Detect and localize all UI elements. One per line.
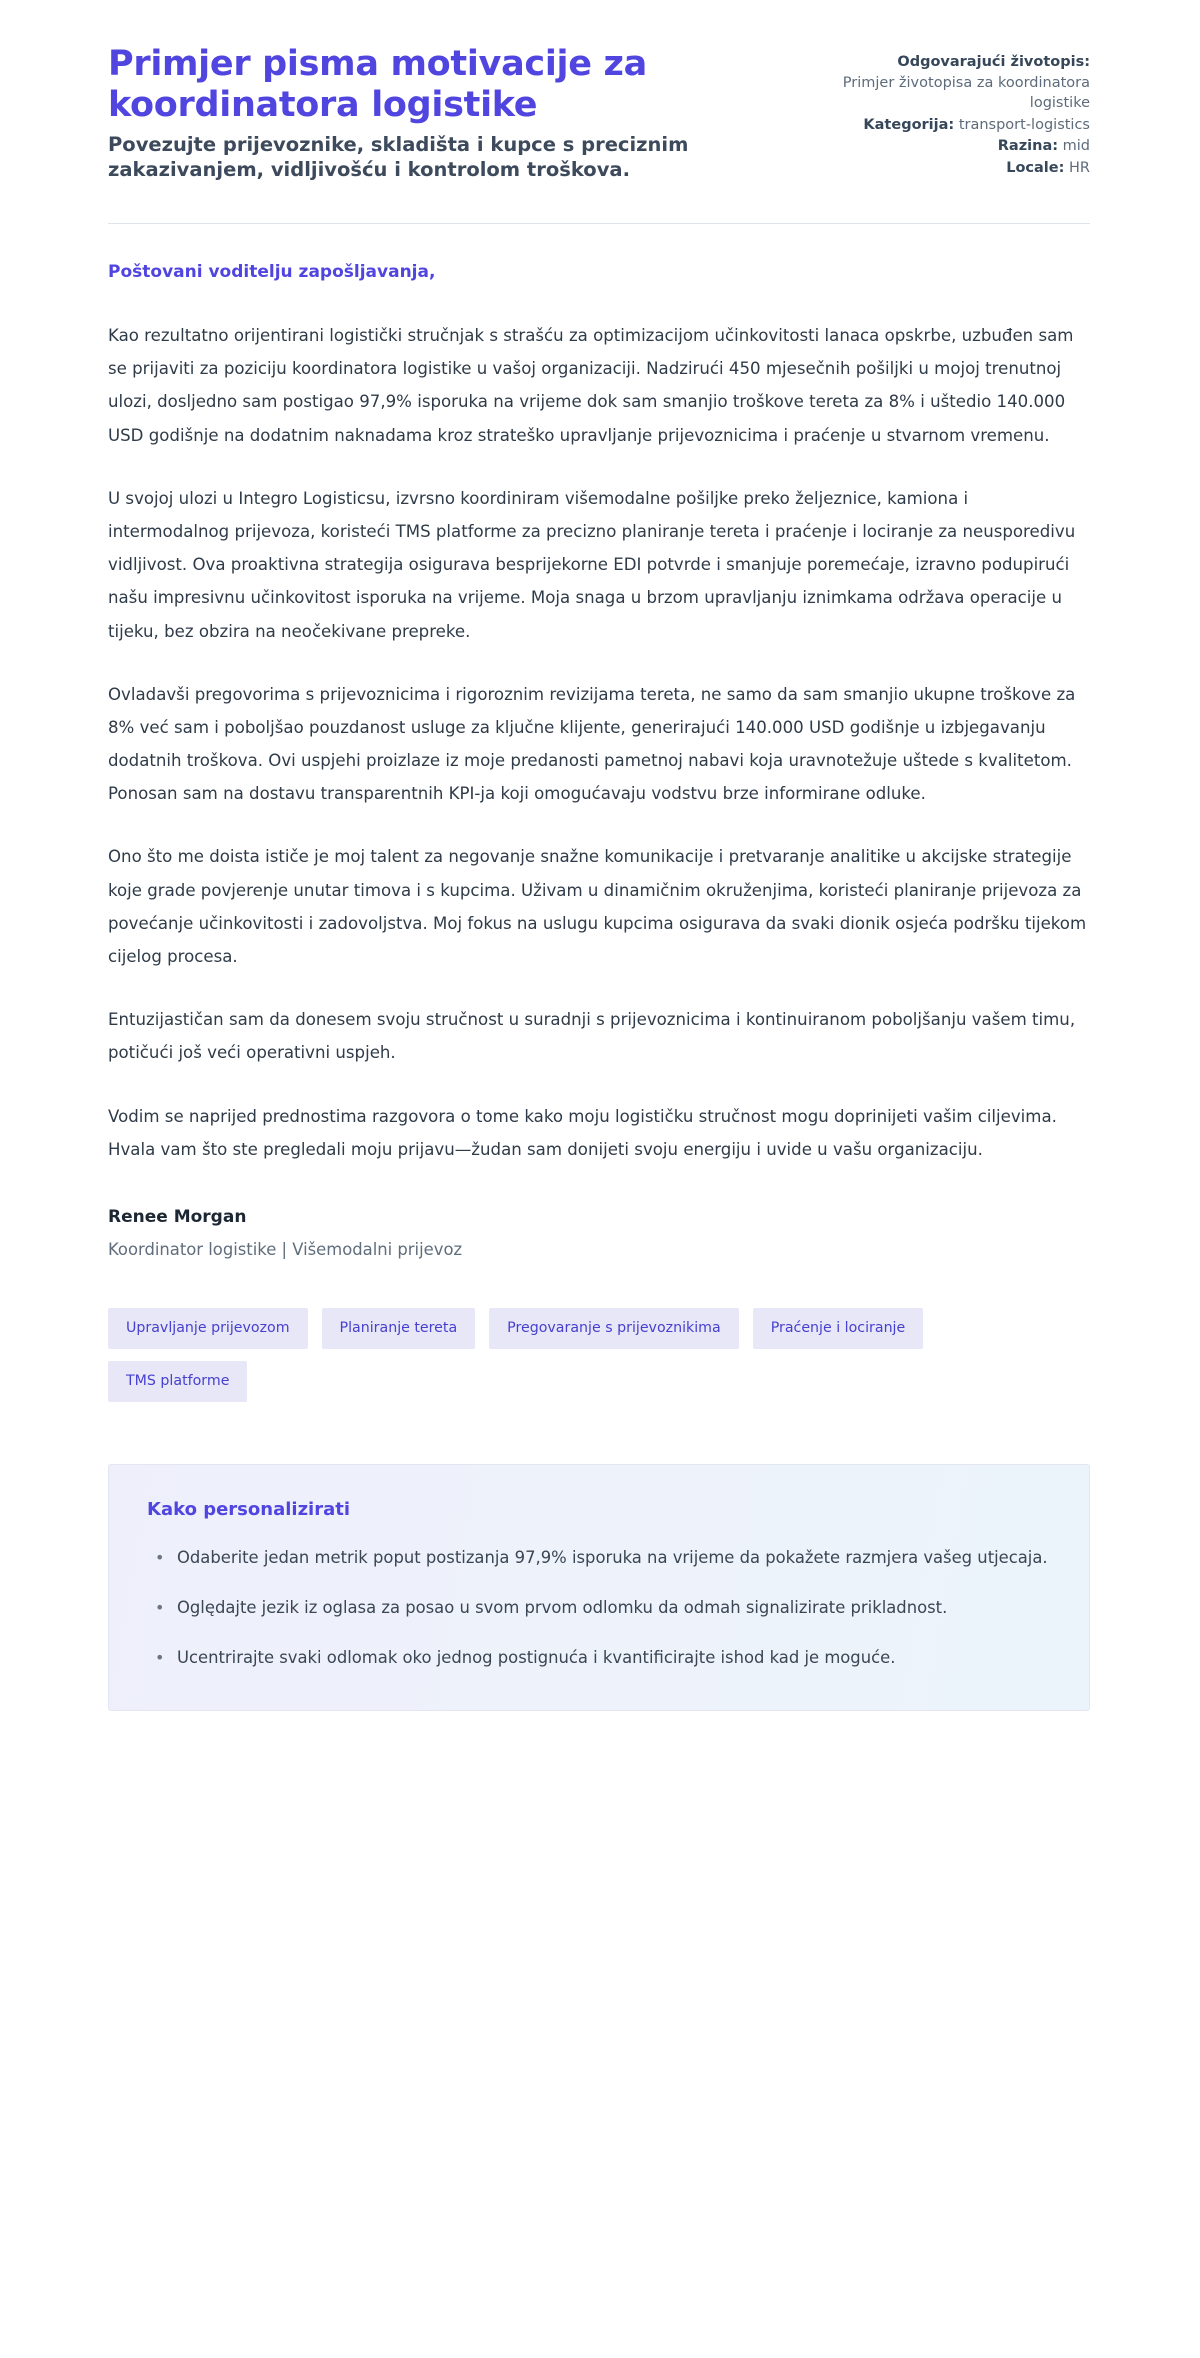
page-header <box>108 44 1090 183</box>
skill-chip[interactable]: Planiranje tereta <box>322 1308 476 1349</box>
skill-chip[interactable]: Praćenje i lociranje <box>753 1308 924 1349</box>
page-title: Primjer pisma motivacije za koordinatora logistike <box>108 44 647 126</box>
letter-paragraph: U svojoj ulozi u Integro Logisticsu, izvrsno koordiniram višemodalne pošiljke preko željeznice, kamiona i intermodalnog prijevoza, koristeći TMS platforme za precizno planiranje tereta i praćenje i lociranje za neusporedivu vidljivost. Ova proaktivna strategija osigurava besprijekorne EDI potvrde i smanjuje poremećaje, izravno podupirući našu impresivnu učinkovitost isporuka na vrijeme. Moja snaga u brzom upravljanju iznimkama održava operacije u tijeku, bez obzira na neočekivane prepreke. <box>108 488 1076 641</box>
metadata-level <box>790 136 1090 157</box>
how-to-personalize-callout <box>108 1464 1090 1711</box>
signature-block <box>108 1206 1090 1262</box>
letter-salutation: Poštovani voditelju zapošljavanja, <box>108 261 436 282</box>
signature-role: Koordinator logistike | Višemodalni prijevoz <box>108 1239 463 1259</box>
skill-chip-list <box>108 1308 1048 1402</box>
metadata-category <box>790 115 1090 136</box>
category-value: transport-logistics <box>958 116 1090 133</box>
letter-paragraph: Entuzijastičan sam da donesem svoju stručnost u suradnji s prijevoznicima i kontinuiranom poboljšanju vašem timu, potičući još veći operativni uspjeh. <box>108 1010 1076 1063</box>
metadata-matching-resume <box>790 52 1090 114</box>
metadata-locale <box>790 158 1090 179</box>
level-label: Razina: <box>997 138 1059 155</box>
locale-label: Locale: <box>1006 159 1065 176</box>
cover-letter-body <box>108 224 1090 1262</box>
page-subtitle: Povezujte prijevoznike, skladišta i kupce s preciznim zakazivanjem, vidljivošću i kontrolom troškova. <box>108 132 689 181</box>
callout-tip-item: • Odaberite jedan metrik poput postizanja 97,9% isporuka na vrijeme da pokažete razmjera vašeg utjecaja. <box>173 1542 1049 1574</box>
matching-resume-value: Primjer životopisa za koordinatora logistike <box>842 74 1090 112</box>
letter-paragraph: Vodim se naprijed prednostima razgovora o tome kako moju logističku stručnost mogu doprinijeti vašim ciljevima. Hvala vam što ste pregledali moju prijavu—žudan sam donijeti svoju energiju i uvide u vašu organizaciju. <box>108 1106 1057 1159</box>
level-value: mid <box>1062 138 1090 155</box>
signature-name: Renee Morgan <box>108 1206 247 1227</box>
category-label: Kategorija: <box>863 116 955 133</box>
letter-paragraph: Kao rezultatno orijentirani logistički stručnjak s strašću za optimizacijom učinkovitosti lanaca opskrbe, uzbuđen sam se prijaviti za poziciju koordinatora logistike u vašoj organizaciji. Nadzirući 450 mjesečnih pošiljki u mojoj trenutnoj ulozi, dosljedno sam postigao 97,9% isporuka na vrijeme dok sam smanjio troškove tereta za 8% i uštedio 140.000 USD godišnje na dodatnim naknadama kroz strateško upravljanje prijevoznicima i praćenje u stvarnom vremenu. <box>108 326 1074 445</box>
callout-tip-item: • Oględajte jezik iz oglasa za posao u svom prvom odlomku da odmah signalizirate prikladnost. <box>173 1592 1049 1624</box>
letter-paragraph: Ovladavši pregovorima s prijevoznicima i rigoroznim revizijama tereta, ne samo da sam smanjio ukupne troškove za 8% već sam i poboljšao pouzdanost usluge za ključne klijente, generirajući 140.000 USD godišnje u izbjegavanju dodatnih troškova. Ovi uspjehi proizlaze iz moje predanosti pametnoj nabavi koja uravnotežuje uštede s kvalitetom. Ponosan sam na dostavu transparentnih KPI-ja koji omogućavaju vodstvu brze informirane odluke. <box>108 684 1076 804</box>
callout-title: Kako personalizirati <box>147 1498 351 1520</box>
callout-tip-item: • Ucentrirajte svaki odlomak oko jednog postignuća i kvantificirajte ishod kad je moguće. <box>173 1642 1049 1674</box>
callout-tip-list <box>147 1542 1049 1674</box>
skill-chip[interactable]: TMS platforme <box>108 1361 247 1402</box>
header-title-block <box>108 44 748 183</box>
locale-value: HR <box>1069 159 1090 176</box>
skill-chip[interactable]: Upravljanje prijevozom <box>108 1308 308 1349</box>
document-metadata <box>790 44 1090 179</box>
skill-chip[interactable]: Pregovaranje s prijevoznikima <box>489 1308 739 1349</box>
letter-paragraph: Ono što me doista ističe je moj talent za negovanje snažne komunikacije i pretvaranje analitike u akcijske strategije koje grade povjerenje unutar timova i s kupcima. Uživam u dinamičnim okruženjima, koristeći planiranje prijevoza za povećanje učinkovitosti i zadovoljstva. Moj fokus na uslugu kupcima osigurava da svaki dionik osjeća podršku tijekom cijelog procesa. <box>108 847 1087 966</box>
matching-resume-label: Odgovarajući životopis: <box>897 54 1090 70</box>
